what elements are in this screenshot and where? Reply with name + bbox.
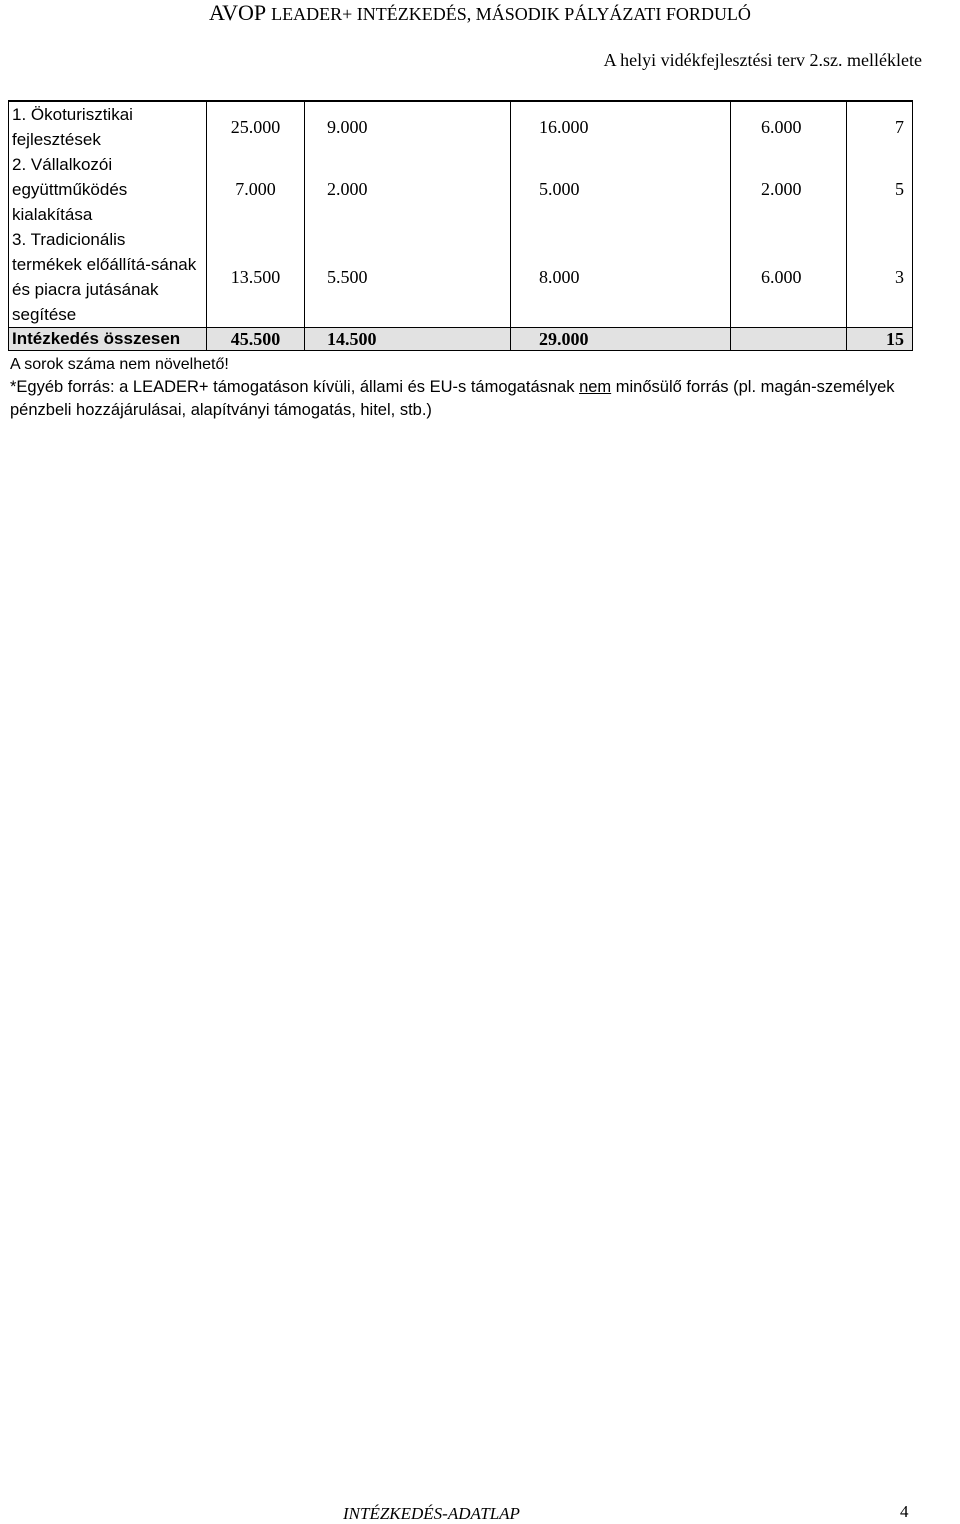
page-number: 4 bbox=[900, 1502, 909, 1521]
cell-v3: 8.000 bbox=[511, 227, 731, 328]
cell-v4: 6.000 bbox=[731, 101, 847, 152]
cell-v5: 5 bbox=[847, 152, 913, 227]
cell-v4: 6.000 bbox=[731, 227, 847, 328]
cell-v5: 3 bbox=[847, 227, 913, 328]
row-limit-note: A sorok száma nem növelhető! bbox=[10, 356, 229, 373]
cell-v1: 25.000 bbox=[207, 101, 305, 152]
cell-v3: 5.000 bbox=[511, 152, 731, 227]
budget-table bbox=[8, 100, 912, 351]
cell-v4: 2.000 bbox=[731, 152, 847, 227]
title-rest: LEADER+ INTÉZKEDÉS, MÁSODIK PÁLYÁZATI FORDULÓ bbox=[271, 4, 751, 24]
total-v4 bbox=[731, 328, 847, 351]
total-v2: 14.500 bbox=[305, 328, 511, 351]
cell-v2: 5.500 bbox=[305, 227, 511, 328]
footnote bbox=[10, 376, 915, 422]
row-label: 1. Ökoturisztikai fejlesztések bbox=[9, 101, 207, 152]
total-v5: 15 bbox=[847, 328, 913, 351]
table-row bbox=[9, 152, 913, 227]
cell-v3: 16.000 bbox=[511, 101, 731, 152]
cell-v2: 2.000 bbox=[305, 152, 511, 227]
title-avop: AVOP bbox=[209, 0, 267, 25]
footnote-underlined: nem bbox=[579, 378, 612, 396]
cell-v5: 7 bbox=[847, 101, 913, 152]
table-total-row bbox=[9, 328, 913, 351]
footnote-part1: *Egyéb forrás: a LEADER+ támogatáson kívüli, állami és EU-s támogatásnak bbox=[10, 378, 580, 396]
cell-v1: 7.000 bbox=[207, 152, 305, 227]
row-label: 2. Vállalkozói együttműködés kialakítása bbox=[9, 152, 207, 227]
table-row bbox=[9, 227, 913, 328]
page-subtitle: A helyi vidékfejlesztési terv 2.sz. melléklete bbox=[603, 50, 922, 70]
cell-v1: 13.500 bbox=[207, 227, 305, 328]
footnote-part2: minősülő forrás (pl. magán-személyek pénzbeli hozzájárulásai, alapítványi támogatás, hitel, stb.) bbox=[10, 378, 895, 419]
footer-label: INTÉZKEDÉS-ADATLAP bbox=[343, 1504, 520, 1523]
row-label: 3. Tradicionális termékek előállítá-sának és piacra jutásának segítése bbox=[9, 227, 207, 328]
total-v1: 45.500 bbox=[207, 328, 305, 351]
total-label: Intézkedés összesen bbox=[9, 328, 207, 351]
table-row bbox=[9, 101, 913, 152]
cell-v2: 9.000 bbox=[305, 101, 511, 152]
page-title bbox=[0, 0, 960, 27]
total-v3: 29.000 bbox=[511, 328, 731, 351]
